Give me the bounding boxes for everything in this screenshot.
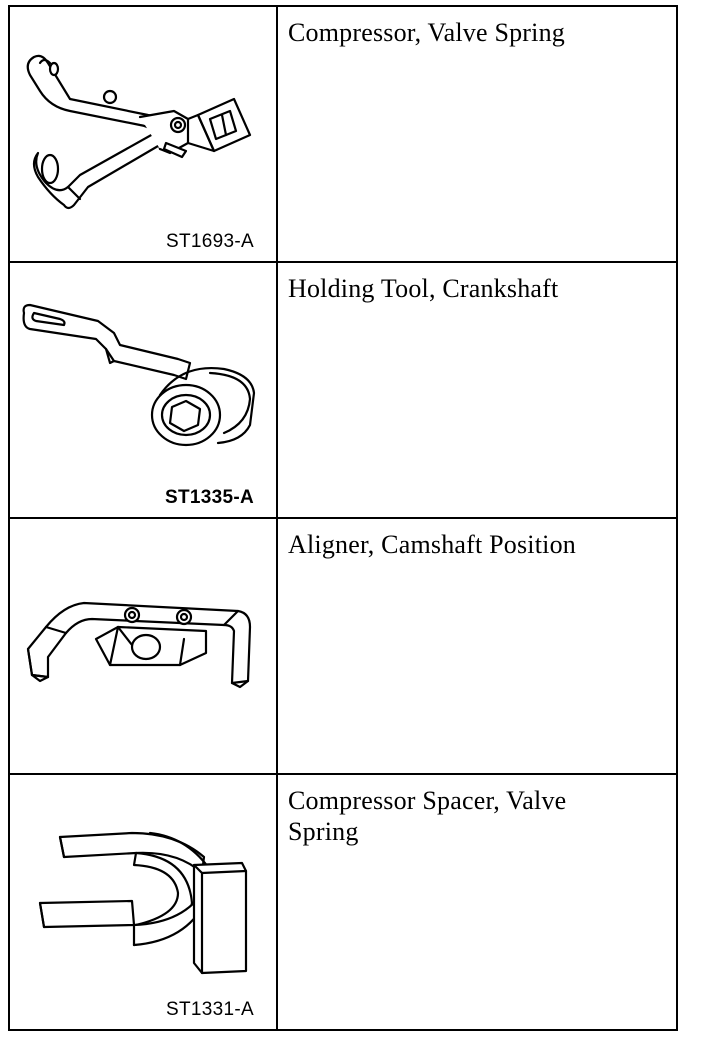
special-tools-table xyxy=(8,5,678,1031)
valve-spring-compressor-drawing xyxy=(10,7,276,261)
tool-description: Compressor Spacer, Valve Spring xyxy=(288,786,567,846)
table-row xyxy=(9,774,677,1030)
tool-illustration-cell xyxy=(9,774,277,1030)
tool-code: ST1693-A xyxy=(166,231,254,252)
tool-illustration-cell xyxy=(9,262,277,518)
valve-spring-spacer-drawing xyxy=(10,775,276,1029)
table-row xyxy=(9,518,677,774)
tool-description: Aligner, Camshaft Position xyxy=(288,530,576,559)
tool-code: ST1331-A xyxy=(166,999,254,1020)
table-row xyxy=(9,262,677,518)
table-row xyxy=(9,6,677,262)
tool-description-cell xyxy=(277,518,677,774)
tool-description-cell xyxy=(277,262,677,518)
tool-description: Holding Tool, Crankshaft xyxy=(288,274,559,303)
tool-description: Compressor, Valve Spring xyxy=(288,18,565,47)
tool-description-cell xyxy=(277,774,677,1030)
crankshaft-holding-tool-drawing xyxy=(10,263,276,517)
tool-illustration-cell xyxy=(9,518,277,774)
tool-code: ST1335-A xyxy=(165,487,254,508)
tool-description-cell xyxy=(277,6,677,262)
camshaft-aligner-drawing xyxy=(10,519,276,773)
tool-illustration-cell xyxy=(9,6,277,262)
